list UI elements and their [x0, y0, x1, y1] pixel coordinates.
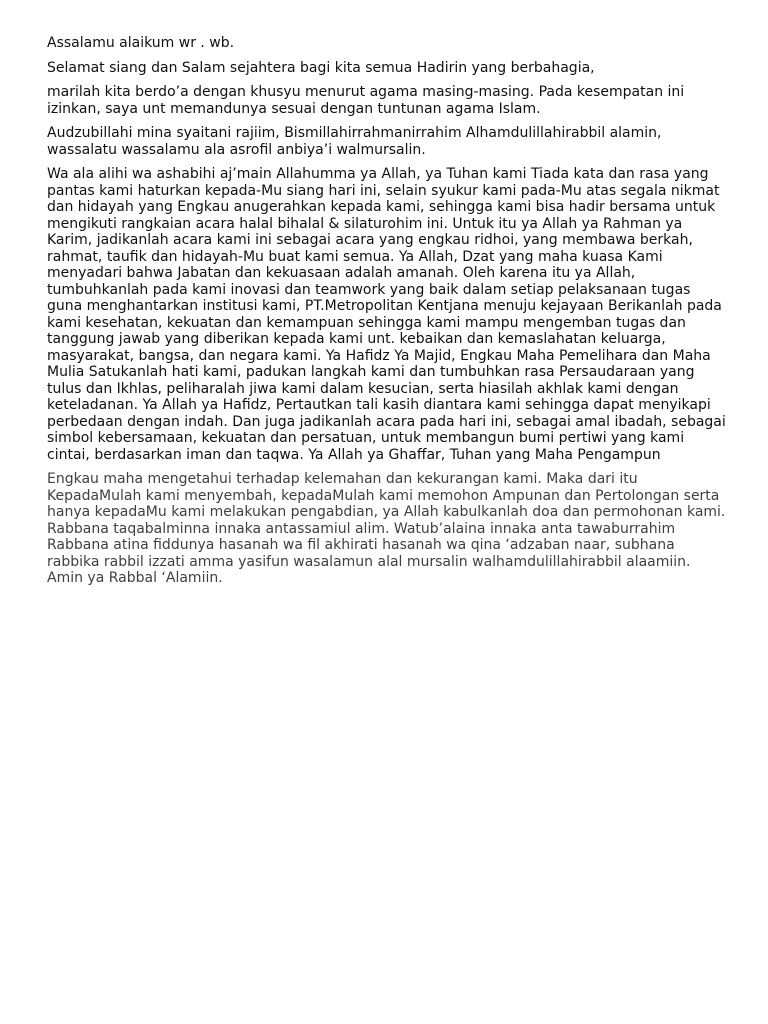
paragraph-closing-prayer: Engkau maha mengetahui terhadap kelemahan dan kekurangan kami. Maka dari itu KepadaMulah kami menyembah, kepadaMulah kami memohon Ampunan dan Pertolongan serta hanya kepadaMu kami melakukan pengabdian, ya Allah kabulkanlah doa dan permohonan kami. Rabbana taqabalminna innaka antassamiul alim. Watub’alaina innaka anta tawaburrahim Rabbana atina fiddunya hasanah wa fil akhirati hasanah wa qina ‘adzaban naar, subhana rabbika rabbil izzati amma yasifun wasalamun alal mursalin walhamdulillahirabbil alaamiin. Amin ya Rabbal ‘Alamiin.	[47, 471, 726, 586]
paragraph-salutation: Selamat siang dan Salam sejahtera bagi kita semua Hadirin yang berbahagia,	[47, 59, 595, 76]
paragraph-main-prayer: Wa ala alihi wa ashabihi aj’main Allahumma ya Allah, ya Tuhan kami Tiada kata dan rasa yang pantas kami haturkan kepada-Mu siang hari ini, selain syukur kami pada-Mu atas segala nikmat dan hidayah yang Engkau anugerahkan kepada kami, sehingga kami bisa hadir bersama untuk mengikuti rangkaian acara halal bihalal & silaturohim ini. Untuk itu ya Allah ya Rahman ya Karim, jadikanlah acara kami ini sebagai acara yang engkau ridhoi, yang membawa berkah, rahmat, taufik dan hidayah-Mu buat kami semua. Ya Allah, Dzat yang maha kuasa Kami menyadari bahwa Jabatan dan kekuasaan adalah amanah. Oleh karena itu ya Allah, tumbuhkanlah pada kami inovasi dan teamwork yang baik dalam setiap pelaksanaan tugas guna menghantarkan institusi kami, PT.Metropolitan Kentjana menuju kejayaan Berikanlah pada kami kesehatan, kekuatan dan kemampuan sehingga kami mampu mengemban tugas dan tanggung jawab yang diberikan kepada kami unt. kebaikan dan kemaslahatan keluarga, masyarakat, bangsa, dan negara kami. Ya Hafidz Ya Majid, Engkau Maha Pemelihara dan Maha Mulia Satukanlah hati kami, padukan langkah kami dan tumbuhkan rasa Persaudaraan yang tulus dan Ikhlas, peliharalah jiwa kami dalam kesucian, serta hiasilah akhlak kami dengan keteladanan. Ya Allah ya Hafidz, Pertautkan tali kasih diantara kami sehingga dapat menyikapi perbedaan dengan indah. Dan juga jadikanlah acara pada hari ini, sebagai amal ibadah, sebagai simbol kebersamaan, kekuatan dan persatuan, untuk membangun bumi pertiwi yang kami cintai, berdasarkan iman dan taqwa. Ya Allah ya Ghaffar, Tuhan yang Maha Pengampun	[47, 166, 726, 463]
paragraph-opening-prayer: Audzubillahi mina syaitani rajiim, Bismillahirrahmanirrahim Alhamdulillahirabbil alamin, wassalatu wassalamu ala asrofil anbiya’i walmursalin.	[47, 125, 662, 158]
paragraph-greeting: Assalamu alaikum wr . wb.	[47, 35, 235, 51]
document-page	[47, 35, 727, 595]
paragraph-invitation-to-pray: marilah kita berdo’a dengan khusyu menurut agama masing-masing. Pada kesempatan ini izinkan, saya unt memandunya sesuai dengan tuntunan agama Islam.	[47, 84, 685, 117]
